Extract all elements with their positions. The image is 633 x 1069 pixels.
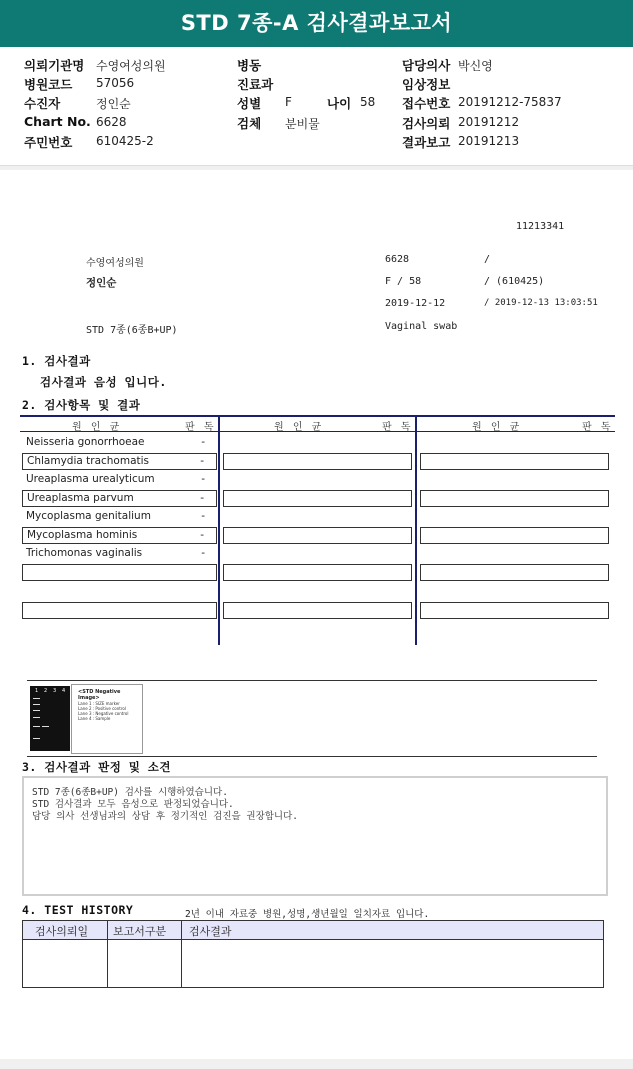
rrn-label: 주민번호 [24, 135, 73, 150]
report-title: STD 7종-A 검사결과보고서 [0, 0, 633, 47]
patient-label: 수진자 [24, 96, 61, 111]
history-note: 2년 이내 자료중 병원,성명,생년월일 일치자료 입니다. [185, 909, 430, 920]
sheet-sexage: F / 58 [385, 276, 422, 287]
sheet-slash: / [484, 254, 491, 265]
table-row-empty [22, 564, 217, 581]
table-row-empty [420, 527, 609, 544]
report-date-label: 결과보고 [402, 135, 451, 150]
dept-label: 진료과 [237, 77, 274, 92]
sex-value: F [285, 95, 292, 109]
receipt-label: 접수번호 [402, 96, 451, 111]
section3-title: 3. 검사결과 판정 및 소견 [22, 760, 172, 774]
table-row: Mycoplasma genitalium - [26, 510, 205, 522]
hospital-value: 수영여성의원 [96, 59, 166, 73]
col-result-3: 판 독 [582, 422, 614, 433]
age-value: 58 [360, 95, 376, 109]
table-row: Ureaplasma urealyticum - [26, 473, 205, 485]
gel-image: 1 2 3 4 [30, 686, 70, 751]
table-row: Chlamydia trachomatis - [22, 453, 217, 470]
age-label: 나이 [327, 96, 352, 111]
table-row-empty [420, 602, 609, 619]
chart-value: 6628 [96, 115, 127, 129]
sex-label: 성별 [237, 96, 262, 111]
col-pathogen-3: 원 인 균 [472, 422, 523, 433]
chart-label: Chart No. [24, 114, 91, 129]
opinion-box [22, 776, 608, 896]
clinical-label: 임상정보 [402, 77, 451, 92]
sheet-date1: 2019-12-12 [385, 298, 446, 309]
table-row-empty [223, 527, 412, 544]
doctor-value: 박신영 [458, 59, 493, 73]
gel-image-box [27, 680, 597, 757]
ward-label: 병동 [237, 58, 262, 73]
code-value: 57056 [96, 76, 135, 90]
col-pathogen-1: 원 인 균 [72, 422, 123, 433]
opinion-line: STD 7종(6종B+UP) 검사를 시행하였습니다. [32, 787, 228, 798]
sheet-rrn: / (610425) [484, 276, 545, 287]
opinion-line: STD 검사결과 모두 음성으로 판정되었습니다. [32, 799, 234, 810]
history-col-result: 검사결과 [189, 925, 232, 938]
receipt-value: 20191212-75837 [458, 95, 562, 109]
col-result-1: 판 독 [185, 422, 217, 433]
section1-result: 검사결과 음성 입니다. [40, 375, 167, 389]
table-row: Ureaplasma parvum - [22, 490, 217, 507]
report-date-value: 20191213 [458, 134, 520, 148]
history-table [22, 920, 604, 988]
table-row: Trichomonas vaginalis - [26, 547, 205, 559]
table-row: Mycoplasma hominis - [22, 527, 217, 544]
table-row: Neisseria gonorrhoeae - [26, 436, 205, 448]
sheet-date2: / 2019-12-13 13:03:51 [484, 298, 598, 308]
col-result-2: 판 독 [382, 422, 414, 433]
sheet-chart: 6628 [385, 254, 410, 265]
patient-value: 정인순 [96, 97, 131, 111]
section4-title: 4. TEST HISTORY [22, 903, 134, 917]
hospital-label: 의뢰기관명 [24, 58, 85, 73]
col-pathogen-2: 원 인 균 [274, 422, 325, 433]
opinion-line: 담당 의사 선생님과의 상담 후 정기적인 검진을 권장합니다. [32, 811, 299, 822]
report-sheet [0, 170, 633, 1059]
doctor-label: 담당의사 [402, 58, 451, 73]
table-row-empty [420, 453, 609, 470]
history-col-type: 보고서구분 [113, 925, 167, 938]
request-value: 20191212 [458, 115, 520, 129]
table-row-empty [223, 602, 412, 619]
section1-title: 1. 검사결과 [22, 354, 91, 368]
patient-info-panel [0, 47, 633, 166]
table-row-empty [223, 490, 412, 507]
rrn-value: 610425-2 [96, 134, 154, 148]
sheet-hospital: 수영여성의원 [86, 258, 144, 269]
sheet-patient: 정인순 [86, 277, 117, 289]
request-label: 검사의뢰 [402, 116, 451, 131]
gel-legend: <STD Negative Image> Lane 1 : SIZE marker Lane 2 : Positive control Lane 3 : Negative control Lane 4 : Sample [71, 684, 143, 754]
section2-title: 2. 검사항목 및 결과 [22, 398, 141, 412]
table-row-empty [223, 453, 412, 470]
table-row-empty [22, 602, 217, 619]
result-grid [20, 415, 615, 645]
specimen-label: 검체 [237, 116, 262, 131]
sheet-test: STD 7종(6종B+UP) [86, 325, 178, 336]
table-row-empty [420, 564, 609, 581]
history-col-date: 검사의뢰일 [35, 925, 89, 938]
sheet-specimen: Vaginal swab [385, 321, 458, 332]
code-label: 병원코드 [24, 77, 73, 92]
specimen-value: 분비물 [285, 117, 320, 131]
table-row-empty [420, 490, 609, 507]
table-row-empty [223, 564, 412, 581]
sheet-id: 11213341 [516, 221, 565, 232]
